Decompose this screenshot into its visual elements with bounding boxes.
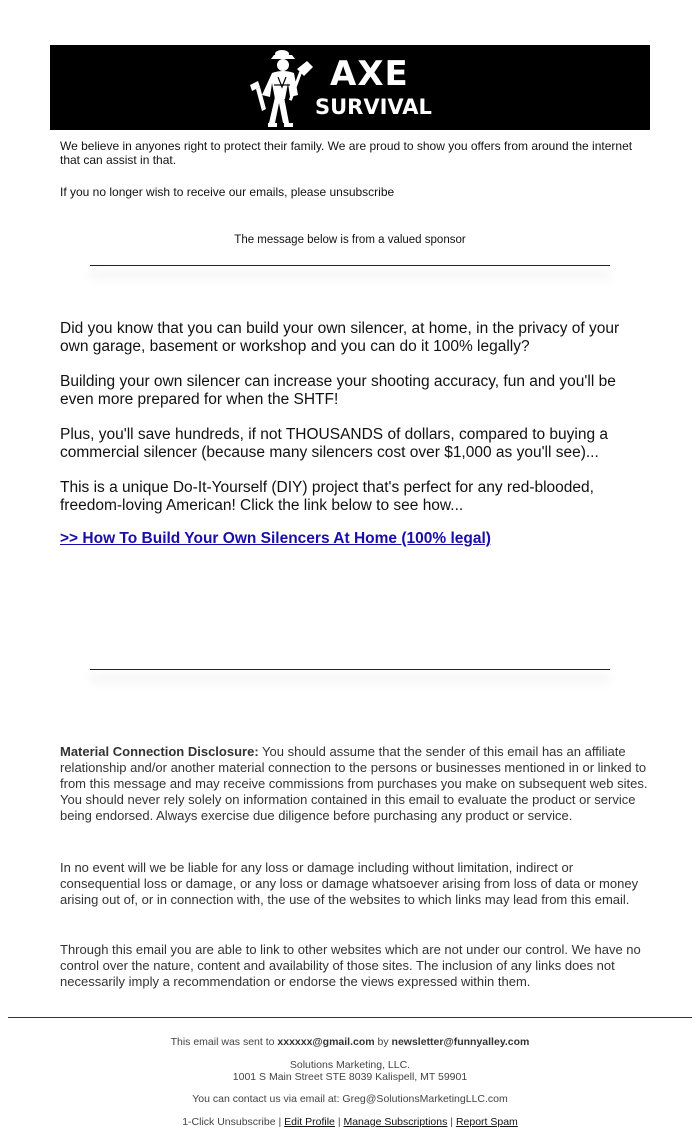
footer-sent-prefix: This email was sent to xyxy=(170,1036,278,1048)
header-banner xyxy=(50,45,650,130)
footer-sep: | xyxy=(447,1116,456,1128)
email-container xyxy=(50,45,650,989)
lumberjack-logo-icon xyxy=(244,49,320,129)
message-paragraph-3: Plus, you'll save hundreds, if not THOUSANDS of dollars, compared to buying a commercial silencer (because many silencers cost over $1,000 as you'll see)... xyxy=(60,426,609,461)
footer-recipient-email: xxxxxx@gmail.com xyxy=(277,1036,375,1048)
one-click-unsubscribe-label: 1-Click Unsubscribe xyxy=(182,1116,276,1128)
footer-sender-email: newsletter@funnyalley.com xyxy=(391,1036,530,1048)
message-paragraph-4: This is a unique Do-It-Yourself (DIY) project that's perfect for any red-blooded, freedom-loving American! Click the link below to see how... xyxy=(60,479,594,514)
disclosure-paragraph-2: In no event will we be liable for any loss or damage including without limitation, indirect or consequential loss or damage, or any loss or damage whatsoever arising from loss of data or money arising out of, or in connection with, the use of the websites to which links may lead from this email. xyxy=(60,860,639,907)
unsubscribe-link[interactable]: unsubscribe xyxy=(329,185,395,199)
sponsor-note: The message below is from a valued sponsor xyxy=(234,234,466,246)
message-paragraph-1: Did you know that you can build your own silencer, at home, in the privacy of your own garage, basement or workshop and you can do it 100% legally? xyxy=(60,320,620,355)
footer-sent-line xyxy=(0,1036,700,1048)
footer-links xyxy=(0,1116,700,1128)
logo-title-axe: AXE xyxy=(330,54,409,94)
disclosure-heading: Material Connection Disclosure: xyxy=(60,744,259,759)
intro-text: We believe in anyones right to protect their family. We are proud to show you offers from around the internet that can assist in that. xyxy=(60,139,633,167)
divider-top xyxy=(90,265,610,266)
footer-sent-by: by xyxy=(374,1036,392,1048)
edit-profile-link[interactable]: Edit Profile xyxy=(284,1116,335,1128)
report-spam-link[interactable]: Report Spam xyxy=(455,1116,518,1128)
unsubscribe-prefix: If you no longer wish to receive our emails, please xyxy=(60,185,330,199)
message-paragraph-2: Building your own silencer can increase your shooting accuracy, fun and you'll be even more prepared for when the SHTF! xyxy=(60,373,616,408)
disclosure-body-1: You should assume that the sender of this email has an affiliate relationship and/or another material connection to the persons or businesses mentioned in or linked to from this message and may receive commissions from purchases you make on subsequent web sites. You should never rely solely on information contained in this email to evaluate the product or service being endorsed. Always exercise due diligence before purchasing any product or service. xyxy=(60,744,648,823)
footer-contact: You can contact us via email at: Greg@SolutionsMarketingLLC.com xyxy=(192,1093,508,1105)
divider-bottom xyxy=(90,669,610,670)
footer-sep: | xyxy=(275,1116,285,1128)
disclosure-paragraph-1 xyxy=(60,744,650,824)
footer-company: Solutions Marketing, LLC. xyxy=(289,1059,411,1071)
logo-title-survival: SURVIVAL xyxy=(315,95,432,119)
footer-divider xyxy=(8,1017,692,1018)
disclosure-paragraph-3: Through this email you are able to link to other websites which are not under our control. We have no control over the nature, content and availability of those sites. The inclusion of any links does not necessarily imply a recommendation or endorse the views expressed within them. xyxy=(60,942,641,989)
unsubscribe-line xyxy=(60,185,394,199)
footer-sep: | xyxy=(334,1116,344,1128)
footer-address: 1001 S Main Street STE 8039 Kalispell, MT 59901 xyxy=(232,1071,468,1083)
silencer-cta-link[interactable]: >> How To Build Your Own Silencers At Home (100% legal) xyxy=(60,530,491,547)
manage-subscriptions-link[interactable]: Manage Subscriptions xyxy=(343,1116,448,1128)
